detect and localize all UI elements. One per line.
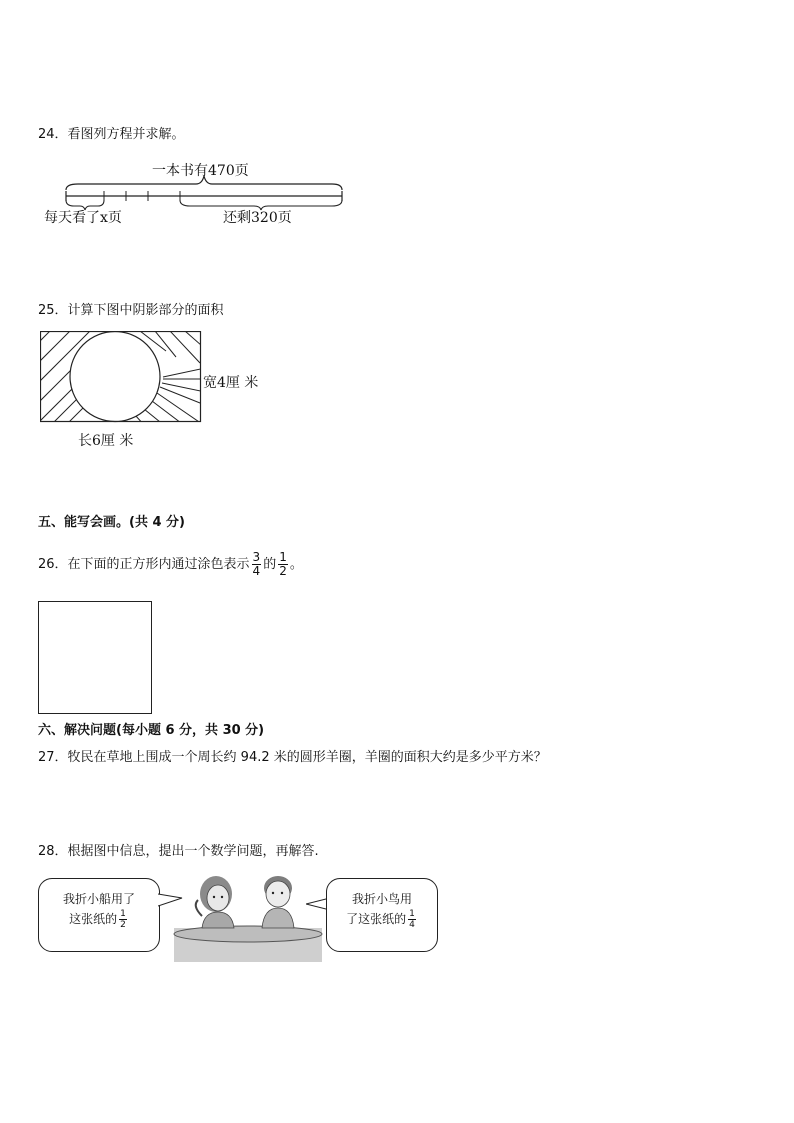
shaded-area-figure	[40, 331, 202, 423]
fraction-three-quarters: $\frac{3}{4}$	[252, 550, 261, 578]
section-6-title: 六、解决问题(每小题 6 分，共 30 分)	[38, 723, 265, 738]
width-label: 宽4厘 米	[203, 375, 259, 391]
section-5-title: 五、能写会画。(共 4 分)	[38, 515, 185, 530]
speech-bubble-right: 我折小鸟用 了这张纸的 $\frac{1}{4}$	[326, 878, 438, 952]
fraction-one-half: $\frac{1}{2}$	[279, 550, 287, 578]
children-illustration	[172, 866, 324, 964]
coloring-square[interactable]	[38, 601, 152, 714]
daily-read-label: 每天看了x页	[44, 210, 122, 226]
question-24-text: 24．看图列方程并求解。	[38, 127, 185, 142]
girl-icon	[196, 876, 234, 928]
fraction-left: $\frac{1}{2}$	[120, 909, 126, 930]
boy-icon	[262, 876, 294, 928]
question-26-text: 26．在下面的正方形内通过涂色表示 $\frac{3}{4}$ 的 $\frac{1}{2}$ 。	[38, 550, 303, 578]
speech-bubble-left: 我折小船用了 这张纸的 $\frac{1}{2}$	[38, 878, 160, 952]
fraction-right: $\frac{1}{4}$	[409, 909, 415, 930]
question-27-text: 27．牧民在草地上围成一个周长约 94.2 米的圆形羊圈，羊圈的面积大约是多少平方米？	[38, 750, 547, 765]
inner-circle	[70, 332, 160, 422]
total-pages-label: 一本书有470页	[152, 163, 249, 179]
length-label: 长6厘 米	[78, 433, 134, 449]
q26-prefix: 26．在下面的正方形内通过涂色表示	[38, 557, 250, 572]
question-25-text: 25．计算下图中阴影部分的面积	[38, 303, 224, 318]
question-28-text: 28．根据图中信息，提出一个数学问题，再解答.	[38, 844, 319, 859]
remaining-pages-label: 还剩320页	[223, 210, 292, 226]
